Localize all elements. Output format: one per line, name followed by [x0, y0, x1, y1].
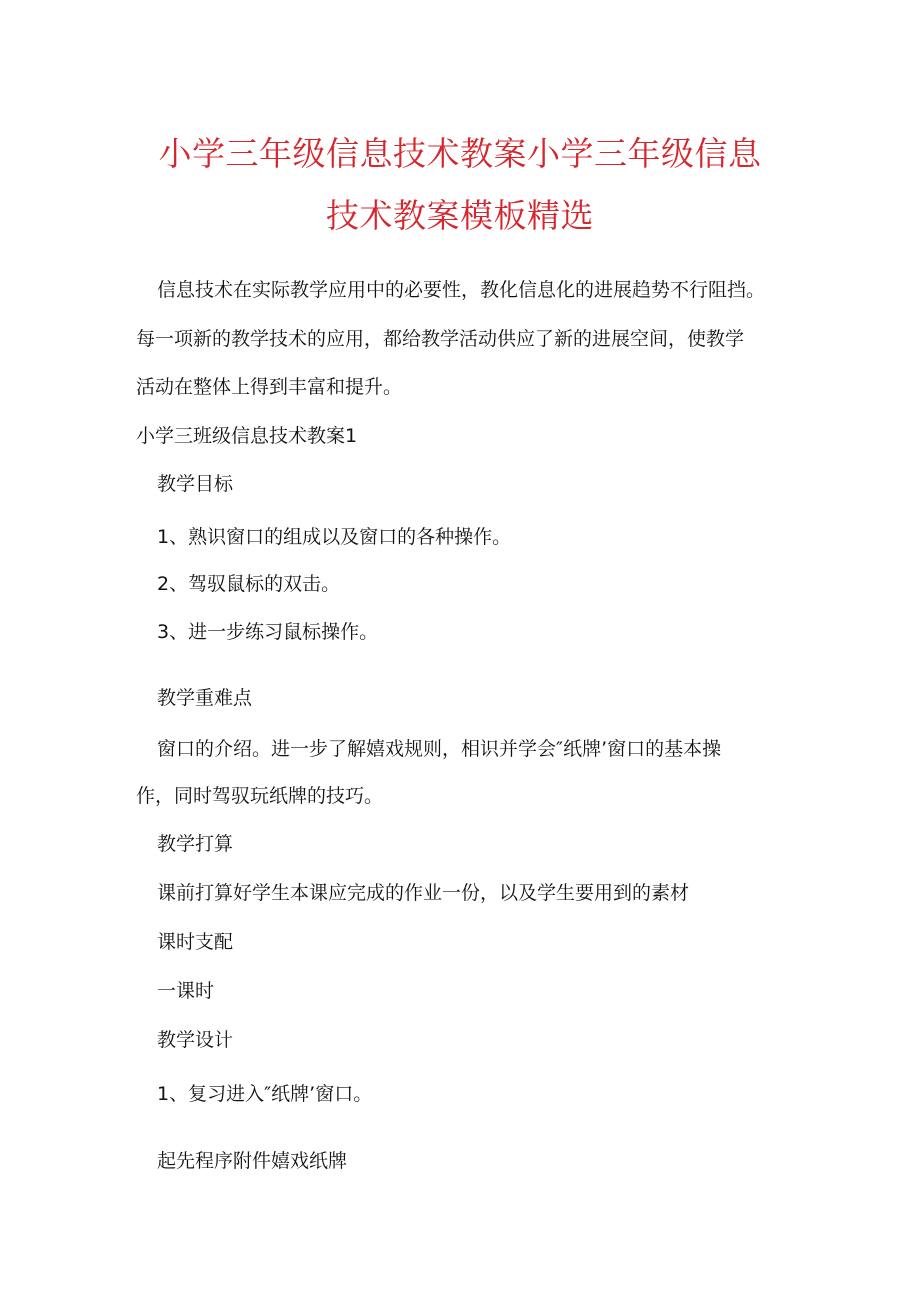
key-points-heading: 教学重难点 [157, 687, 253, 709]
goal-item-2: 2、驾驭鼠标的双击。 [157, 573, 341, 595]
document-title-line-2: 技术教案模板精选 [326, 196, 594, 235]
key-points-line-2: 作，同时驾驭玩纸牌的技巧。 [136, 785, 384, 807]
preparation-heading: 教学打算 [157, 833, 234, 855]
key-points-line-1: 窗口的介绍。进一步了解嬉戏规则，相识并学会″纸牌’窗口的基本操 [157, 738, 722, 760]
schedule-text: 一课时 [157, 980, 215, 1002]
document-title-line-1: 小学三年级信息技术教案小学三年级信息 [158, 134, 762, 173]
intro-paragraph-line-1: 信息技术在实际教学应用中的必要性，教化信息化的进展趋势不行阻挡。 [157, 279, 766, 301]
lesson-heading: 小学三班级信息技术教案1 [136, 425, 358, 447]
intro-paragraph-line-2: 每一项新的教学技术的应用，都给教学活动供应了新的进展空间，使教学 [136, 328, 745, 350]
design-step-1-detail: 起先程序附件嬉戏纸牌 [157, 1150, 348, 1172]
preparation-text: 课前打算好学生本课应完成的作业一份，以及学生要用到的素材 [157, 882, 690, 904]
intro-paragraph-line-3: 活动在整体上得到丰富和提升。 [136, 376, 403, 398]
goals-heading: 教学目标 [157, 473, 234, 495]
goal-item-3: 3、进一步练习鼠标操作。 [157, 621, 379, 643]
goal-item-1: 1、熟识窗口的组成以及窗口的各种操作。 [157, 526, 512, 548]
schedule-heading: 课时支配 [157, 931, 234, 953]
design-step-1: 1、复习进入″纸牌’窗口。 [157, 1083, 373, 1105]
design-heading: 教学设计 [157, 1029, 234, 1051]
